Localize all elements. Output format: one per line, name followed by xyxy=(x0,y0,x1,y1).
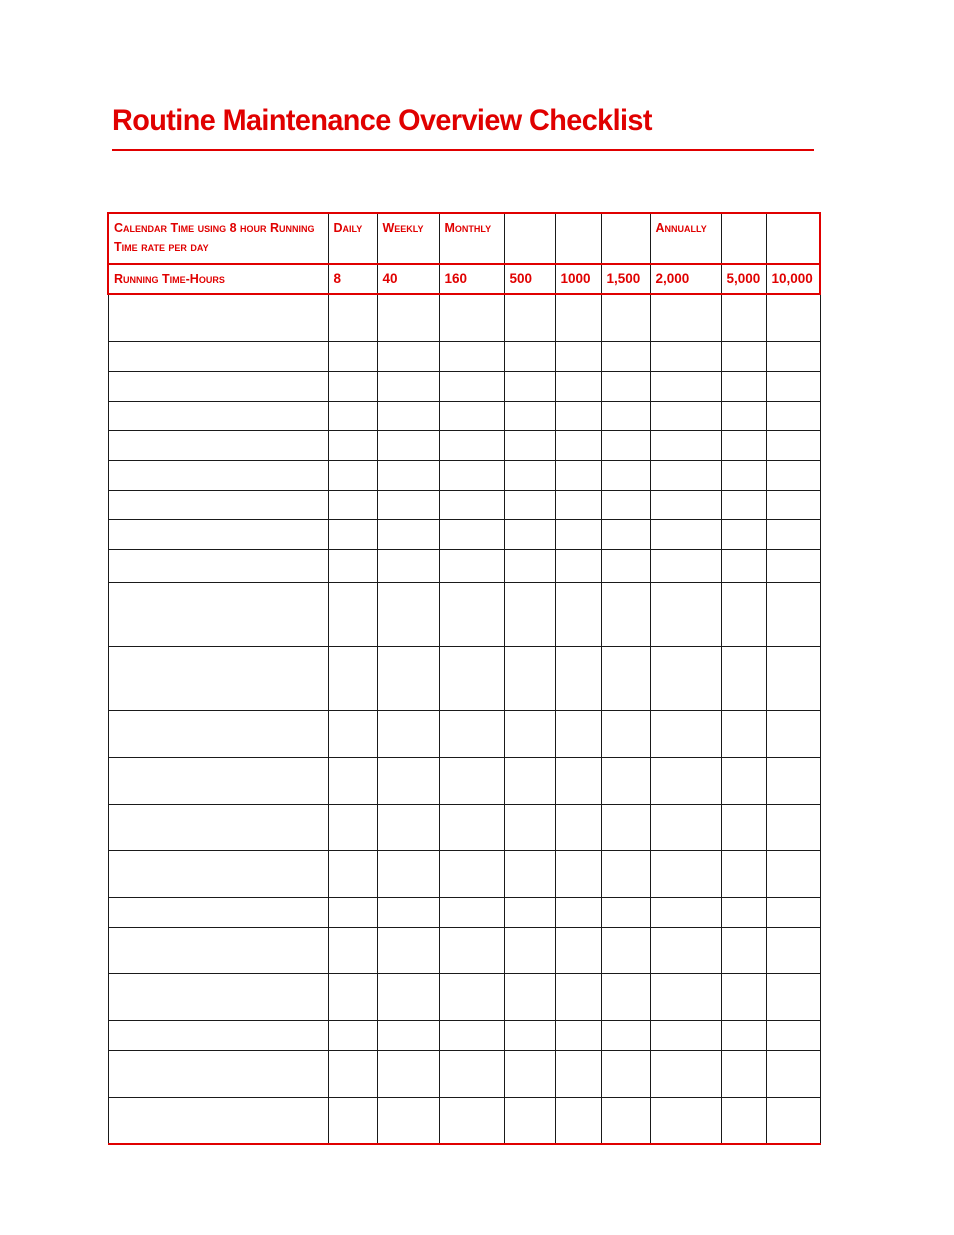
check-cell xyxy=(328,549,377,582)
check-cell xyxy=(721,973,766,1020)
hours-cell-40 xyxy=(377,264,439,294)
check-cell xyxy=(504,804,555,850)
check-cell xyxy=(328,973,377,1020)
check-cell xyxy=(766,973,820,1020)
check-cell xyxy=(377,294,439,341)
check-cell xyxy=(650,371,721,401)
check-cell xyxy=(504,973,555,1020)
check-cell xyxy=(650,341,721,371)
check-cell xyxy=(721,582,766,646)
check-cell xyxy=(377,1020,439,1050)
check-cell xyxy=(766,646,820,710)
check-cell xyxy=(721,460,766,490)
check-cell xyxy=(377,519,439,549)
check-cell xyxy=(650,646,721,710)
task-cell xyxy=(108,430,328,460)
check-cell xyxy=(555,757,601,804)
check-cell xyxy=(555,341,601,371)
check-cell xyxy=(328,757,377,804)
hours-value: 2,000 xyxy=(655,271,690,286)
hours-cell-5000 xyxy=(721,264,766,294)
check-cell xyxy=(504,519,555,549)
task-cell xyxy=(108,1097,328,1144)
check-cell xyxy=(766,401,820,430)
hours-value: 160 xyxy=(444,271,468,286)
check-cell xyxy=(601,927,650,973)
check-cell xyxy=(721,927,766,973)
check-cell xyxy=(601,1097,650,1144)
check-cell xyxy=(328,401,377,430)
check-cell xyxy=(601,371,650,401)
check-cell xyxy=(377,1097,439,1144)
check-cell xyxy=(328,341,377,371)
check-cell xyxy=(555,646,601,710)
check-cell xyxy=(439,757,504,804)
check-cell xyxy=(601,757,650,804)
check-cell xyxy=(721,1097,766,1144)
check-cell xyxy=(504,341,555,371)
task-cell xyxy=(108,897,328,927)
task-cell xyxy=(108,490,328,519)
check-cell xyxy=(766,460,820,490)
check-cell xyxy=(555,1020,601,1050)
task-cell xyxy=(108,582,328,646)
hours-cell-500 xyxy=(504,264,555,294)
check-cell xyxy=(650,710,721,757)
task-cell xyxy=(108,646,328,710)
check-cell xyxy=(721,371,766,401)
checklist-row xyxy=(108,897,820,927)
check-cell xyxy=(555,549,601,582)
check-cell xyxy=(439,549,504,582)
check-cell xyxy=(439,1097,504,1144)
check-cell xyxy=(650,897,721,927)
check-cell xyxy=(328,519,377,549)
page-title: Routine Maintenance Overview Checklist xyxy=(112,104,652,137)
check-cell xyxy=(650,804,721,850)
task-cell xyxy=(108,460,328,490)
task-cell xyxy=(108,710,328,757)
checklist-row xyxy=(108,294,820,341)
check-cell xyxy=(721,897,766,927)
check-cell xyxy=(439,646,504,710)
check-cell xyxy=(328,294,377,341)
checklist-row xyxy=(108,519,820,549)
check-cell xyxy=(650,460,721,490)
hours-value: 1000 xyxy=(560,271,591,286)
checklist-row xyxy=(108,582,820,646)
header-cell-blank-4 xyxy=(721,213,766,264)
hours-cell-label xyxy=(108,264,328,294)
check-cell xyxy=(504,1020,555,1050)
check-cell xyxy=(439,371,504,401)
maintenance-checklist-table xyxy=(107,212,821,1145)
check-cell xyxy=(766,710,820,757)
check-cell xyxy=(439,430,504,460)
check-cell xyxy=(766,490,820,519)
check-cell xyxy=(721,341,766,371)
checklist-row xyxy=(108,430,820,460)
check-cell xyxy=(377,341,439,371)
check-cell xyxy=(439,490,504,519)
check-cell xyxy=(439,341,504,371)
header-row xyxy=(108,213,820,264)
header-blank-label xyxy=(767,214,820,219)
task-cell xyxy=(108,850,328,897)
check-cell xyxy=(439,1050,504,1097)
check-cell xyxy=(377,897,439,927)
hours-cell-8 xyxy=(328,264,377,294)
check-cell xyxy=(439,519,504,549)
check-cell xyxy=(766,757,820,804)
header-calendar-time-label: Calendar Time using 8 hour Running Time rate per day xyxy=(114,221,315,254)
check-cell xyxy=(721,1050,766,1097)
header-daily-label: Daily xyxy=(333,221,363,235)
task-cell xyxy=(108,757,328,804)
check-cell xyxy=(377,804,439,850)
task-cell xyxy=(108,401,328,430)
check-cell xyxy=(766,804,820,850)
checklist-row xyxy=(108,490,820,519)
hours-value: 40 xyxy=(382,271,398,286)
check-cell xyxy=(555,430,601,460)
check-cell xyxy=(601,490,650,519)
check-cell xyxy=(504,710,555,757)
check-cell xyxy=(504,646,555,710)
check-cell xyxy=(555,927,601,973)
check-cell xyxy=(439,582,504,646)
header-cell-daily xyxy=(328,213,377,264)
check-cell xyxy=(504,582,555,646)
check-cell xyxy=(766,294,820,341)
check-cell xyxy=(601,430,650,460)
header-cell-annually xyxy=(650,213,721,264)
check-cell xyxy=(377,927,439,973)
checklist-row xyxy=(108,1050,820,1097)
check-cell xyxy=(504,757,555,804)
check-cell xyxy=(766,549,820,582)
check-cell xyxy=(377,490,439,519)
checklist-row xyxy=(108,341,820,371)
check-cell xyxy=(555,401,601,430)
check-cell xyxy=(555,804,601,850)
check-cell xyxy=(328,850,377,897)
checklist-row xyxy=(108,1097,820,1144)
check-cell xyxy=(439,294,504,341)
check-cell xyxy=(328,371,377,401)
check-cell xyxy=(601,1020,650,1050)
hours-value: 500 xyxy=(509,271,533,286)
check-cell xyxy=(650,1020,721,1050)
title-underline xyxy=(112,149,814,151)
check-cell xyxy=(504,549,555,582)
check-cell xyxy=(504,490,555,519)
check-cell xyxy=(601,897,650,927)
check-cell xyxy=(601,850,650,897)
running-time-hours-label: Running Time-Hours xyxy=(114,272,225,286)
check-cell xyxy=(766,1050,820,1097)
check-cell xyxy=(439,804,504,850)
check-cell xyxy=(328,1097,377,1144)
check-cell xyxy=(504,401,555,430)
check-cell xyxy=(721,646,766,710)
hours-cell-10000 xyxy=(766,264,820,294)
check-cell xyxy=(328,582,377,646)
check-cell xyxy=(721,549,766,582)
check-cell xyxy=(504,1097,555,1144)
hours-value: 10,000 xyxy=(771,271,813,286)
running-hours-row xyxy=(108,264,820,294)
check-cell xyxy=(504,430,555,460)
check-cell xyxy=(377,757,439,804)
check-cell xyxy=(504,294,555,341)
check-cell xyxy=(601,341,650,371)
check-cell xyxy=(601,519,650,549)
check-cell xyxy=(555,710,601,757)
check-cell xyxy=(377,850,439,897)
check-cell xyxy=(766,927,820,973)
check-cell xyxy=(504,897,555,927)
check-cell xyxy=(721,519,766,549)
check-cell xyxy=(766,341,820,371)
check-cell xyxy=(650,401,721,430)
header-cell-blank-2 xyxy=(555,213,601,264)
check-cell xyxy=(721,430,766,460)
check-cell xyxy=(504,927,555,973)
checklist-row xyxy=(108,927,820,973)
check-cell xyxy=(601,646,650,710)
header-monthly-label: Monthly xyxy=(444,221,492,235)
header-blank-label xyxy=(602,214,650,219)
header-cell-blank-3 xyxy=(601,213,650,264)
check-cell xyxy=(504,460,555,490)
check-cell xyxy=(439,460,504,490)
check-cell xyxy=(439,927,504,973)
check-cell xyxy=(555,850,601,897)
check-cell xyxy=(650,973,721,1020)
check-cell xyxy=(377,401,439,430)
check-cell xyxy=(650,927,721,973)
checklist-row xyxy=(108,850,820,897)
check-cell xyxy=(504,1050,555,1097)
hours-value: 8 xyxy=(333,271,342,286)
check-cell xyxy=(377,1050,439,1097)
check-cell xyxy=(377,582,439,646)
check-cell xyxy=(766,519,820,549)
check-cell xyxy=(504,371,555,401)
check-cell xyxy=(650,582,721,646)
task-cell xyxy=(108,1050,328,1097)
hours-cell-1500 xyxy=(601,264,650,294)
check-cell xyxy=(439,850,504,897)
check-cell xyxy=(555,460,601,490)
check-cell xyxy=(766,582,820,646)
task-cell xyxy=(108,804,328,850)
hours-cell-2000 xyxy=(650,264,721,294)
header-blank-label xyxy=(722,214,766,219)
task-cell xyxy=(108,973,328,1020)
check-cell xyxy=(328,897,377,927)
check-cell xyxy=(721,850,766,897)
check-cell xyxy=(601,294,650,341)
hours-cell-160 xyxy=(439,264,504,294)
task-cell xyxy=(108,927,328,973)
check-cell xyxy=(555,294,601,341)
check-cell xyxy=(439,710,504,757)
check-cell xyxy=(601,710,650,757)
check-cell xyxy=(721,401,766,430)
check-cell xyxy=(377,460,439,490)
checklist-row xyxy=(108,401,820,430)
checklist-row xyxy=(108,460,820,490)
check-cell xyxy=(377,973,439,1020)
check-cell xyxy=(601,460,650,490)
check-cell xyxy=(766,850,820,897)
check-cell xyxy=(766,1020,820,1050)
check-cell xyxy=(555,582,601,646)
check-cell xyxy=(601,549,650,582)
check-cell xyxy=(721,294,766,341)
check-cell xyxy=(601,401,650,430)
check-cell xyxy=(601,804,650,850)
check-cell xyxy=(555,897,601,927)
check-cell xyxy=(555,1050,601,1097)
check-cell xyxy=(555,1097,601,1144)
check-cell xyxy=(377,549,439,582)
check-cell xyxy=(439,973,504,1020)
checklist-row xyxy=(108,371,820,401)
checklist-row xyxy=(108,646,820,710)
header-blank-label xyxy=(505,214,555,219)
check-cell xyxy=(377,710,439,757)
check-cell xyxy=(650,850,721,897)
check-cell xyxy=(377,646,439,710)
check-cell xyxy=(721,804,766,850)
check-cell xyxy=(328,1050,377,1097)
check-cell xyxy=(377,430,439,460)
check-cell xyxy=(328,490,377,519)
check-cell xyxy=(601,973,650,1020)
check-cell xyxy=(601,1050,650,1097)
check-cell xyxy=(650,1050,721,1097)
check-cell xyxy=(328,1020,377,1050)
check-cell xyxy=(555,973,601,1020)
check-cell xyxy=(439,401,504,430)
checklist-row xyxy=(108,1020,820,1050)
check-cell xyxy=(377,371,439,401)
check-cell xyxy=(328,804,377,850)
check-cell xyxy=(504,850,555,897)
check-cell xyxy=(721,490,766,519)
checklist-row xyxy=(108,710,820,757)
header-cell-blank-1 xyxy=(504,213,555,264)
check-cell xyxy=(650,294,721,341)
check-cell xyxy=(328,460,377,490)
check-cell xyxy=(650,757,721,804)
header-weekly-label: Weekly xyxy=(382,221,424,235)
check-cell xyxy=(601,582,650,646)
checklist-row xyxy=(108,549,820,582)
check-cell xyxy=(555,371,601,401)
header-cell-calendar-time xyxy=(108,213,328,264)
check-cell xyxy=(555,490,601,519)
check-cell xyxy=(328,646,377,710)
check-cell xyxy=(439,1020,504,1050)
header-annually-label: Annually xyxy=(655,221,707,235)
hours-value: 1,500 xyxy=(606,271,641,286)
checklist-row xyxy=(108,804,820,850)
task-cell xyxy=(108,549,328,582)
check-cell xyxy=(721,710,766,757)
check-cell xyxy=(328,927,377,973)
check-cell xyxy=(650,549,721,582)
header-cell-monthly xyxy=(439,213,504,264)
check-cell xyxy=(328,710,377,757)
header-cell-weekly xyxy=(377,213,439,264)
checklist-row xyxy=(108,973,820,1020)
check-cell xyxy=(328,430,377,460)
check-cell xyxy=(650,519,721,549)
header-blank-label xyxy=(556,214,601,219)
hours-value: 5,000 xyxy=(726,271,761,286)
check-cell xyxy=(555,519,601,549)
check-cell xyxy=(650,1097,721,1144)
check-cell xyxy=(721,1020,766,1050)
checklist-row xyxy=(108,757,820,804)
check-cell xyxy=(766,897,820,927)
check-cell xyxy=(650,490,721,519)
check-cell xyxy=(766,1097,820,1144)
check-cell xyxy=(439,897,504,927)
check-cell xyxy=(766,430,820,460)
hours-cell-1000 xyxy=(555,264,601,294)
task-cell xyxy=(108,371,328,401)
header-cell-blank-5 xyxy=(766,213,820,264)
task-cell xyxy=(108,294,328,341)
check-cell xyxy=(766,371,820,401)
check-cell xyxy=(650,430,721,460)
check-cell xyxy=(721,757,766,804)
task-cell xyxy=(108,1020,328,1050)
task-cell xyxy=(108,341,328,371)
task-cell xyxy=(108,519,328,549)
